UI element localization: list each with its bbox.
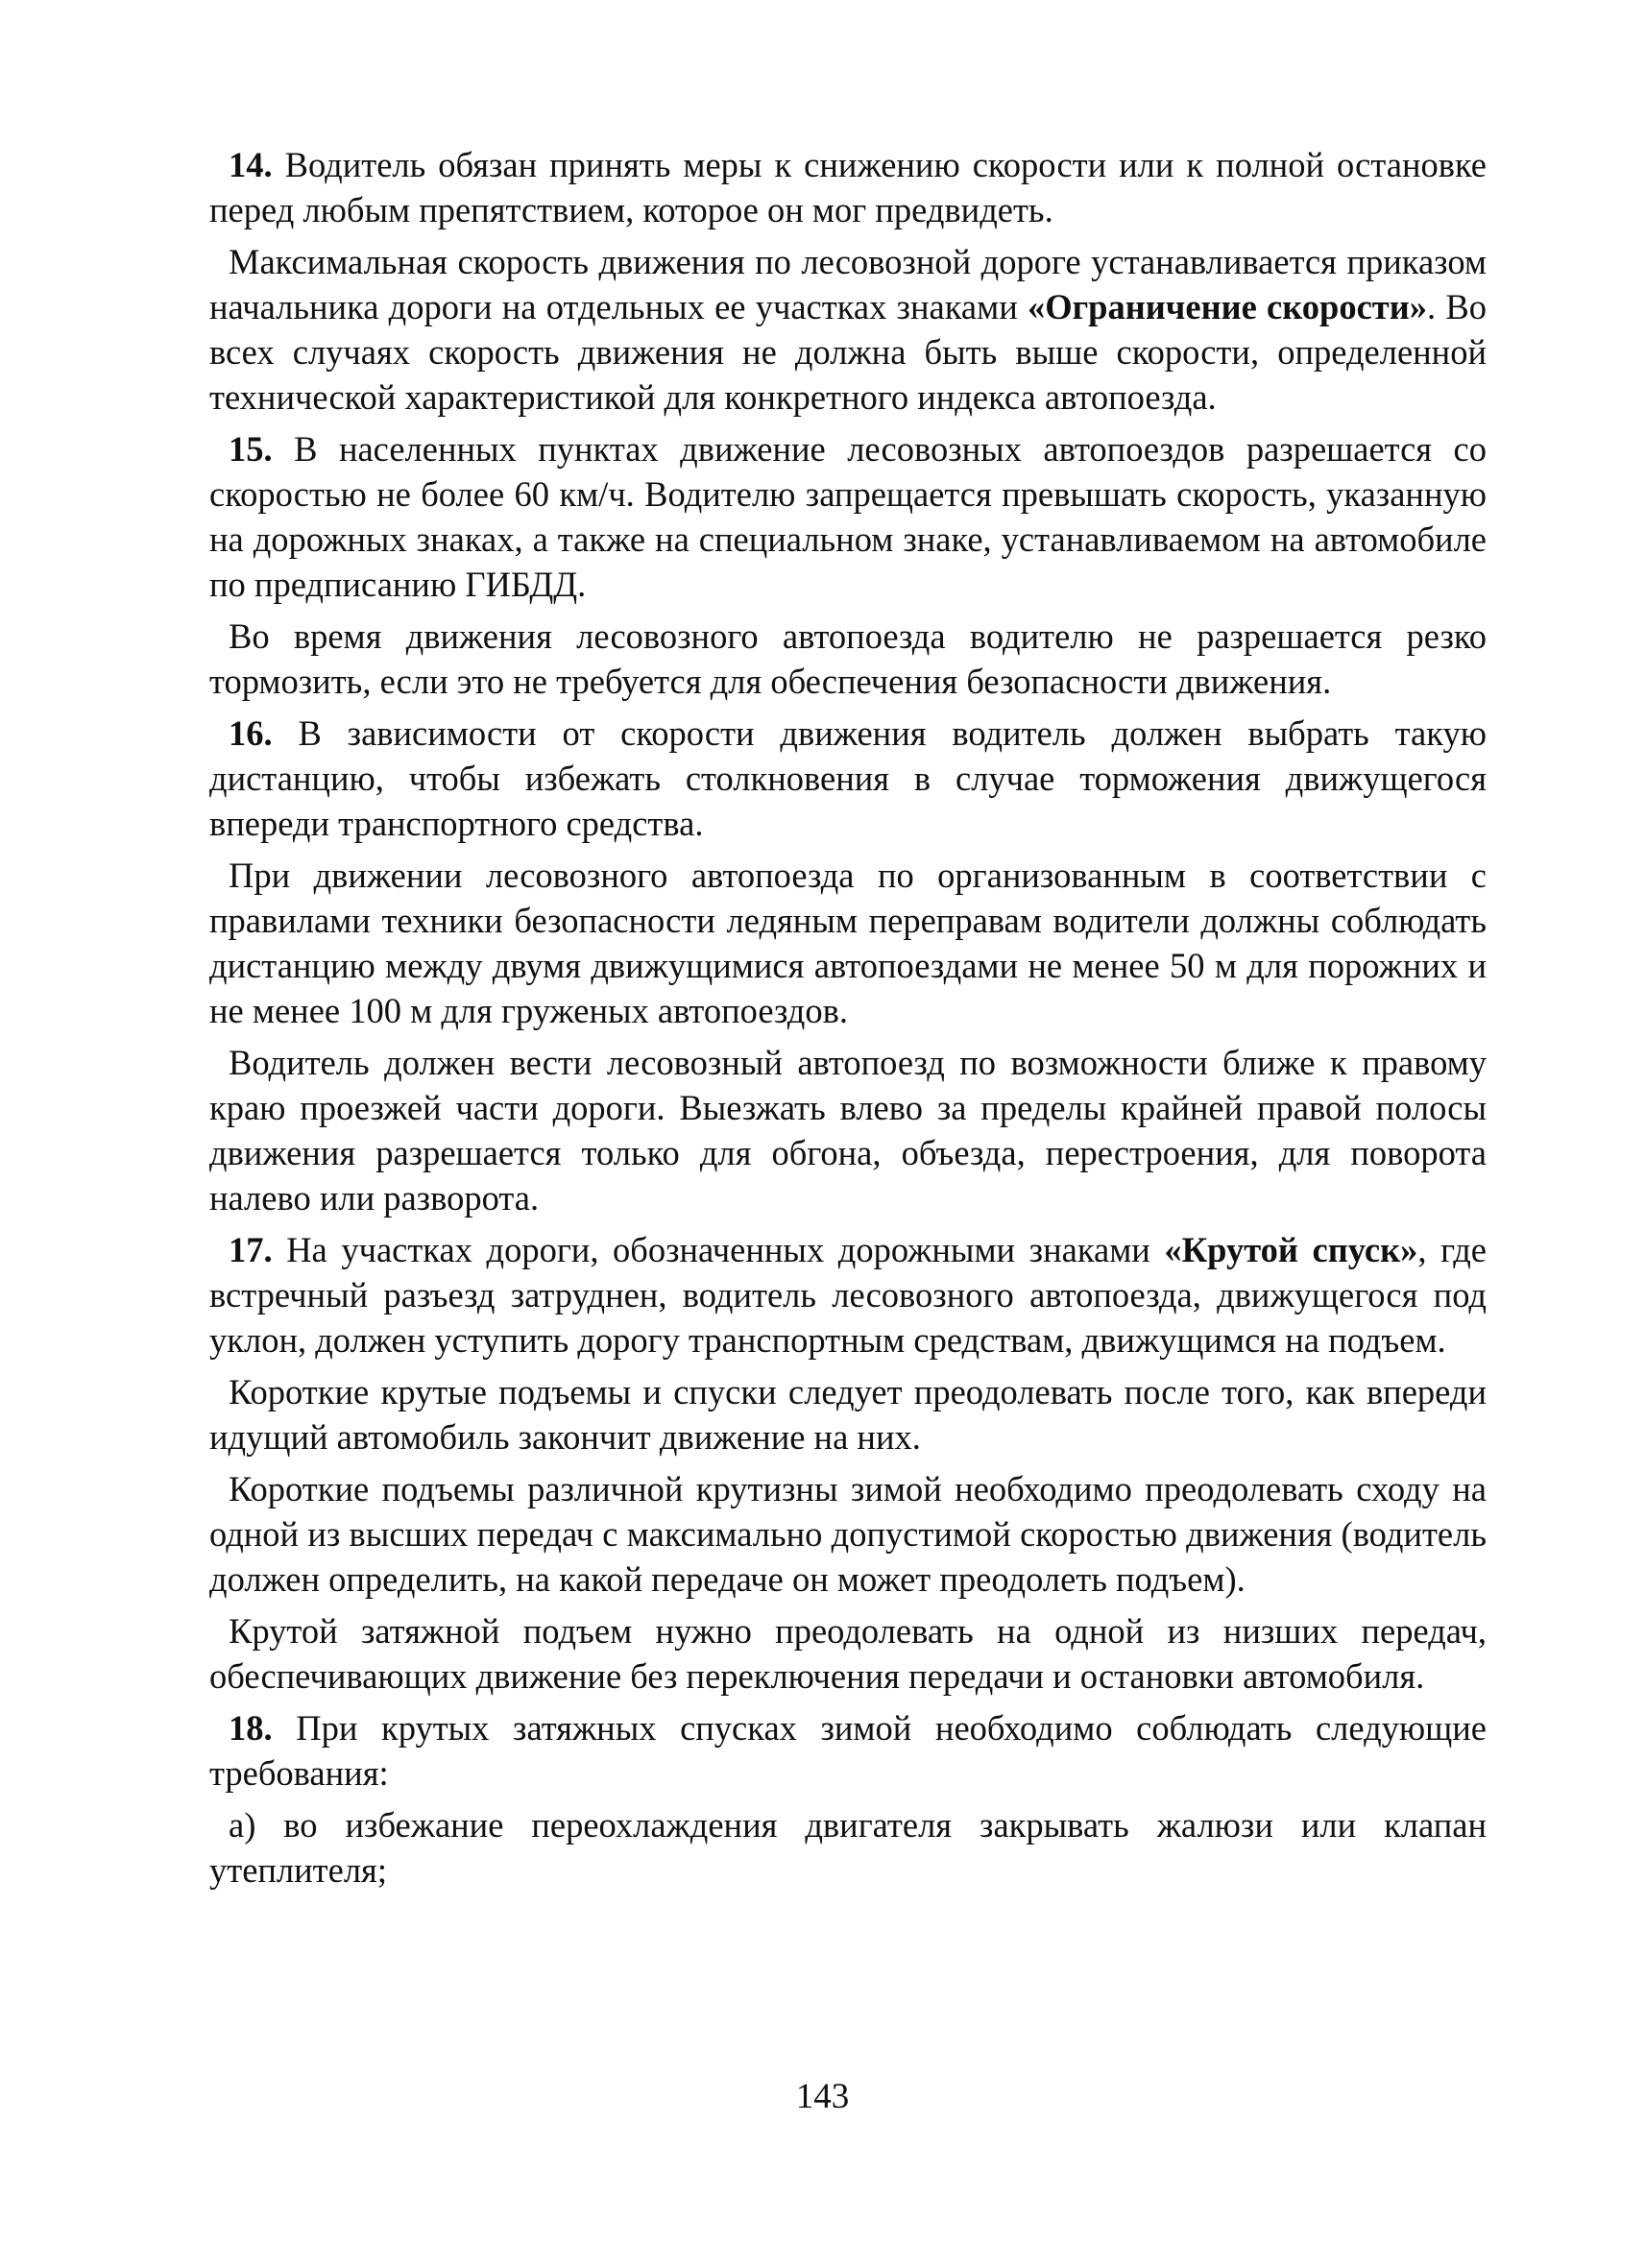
item-number: 18. — [229, 1708, 273, 1748]
paragraph-16 — [209, 711, 1487, 846]
item-number: 15. — [229, 429, 273, 469]
paragraph-text: , где встречный разъезд затруднен, водитель лесовозного автопоезда, движущегося под уклон, должен уступить дорогу транспортным средствам, движущимся на подъем. — [209, 1230, 1487, 1360]
paragraph-long-climb — [209, 1608, 1487, 1699]
paragraph-text: В населенных пунктах движение лесовозных автопоездов разрешается со скоростью не более 60 км/ч. Водителю запрещается превышать скорость, указанную на дорожных знаках, а также на специальном знаке, устанавливаемом на автомобиле по предписанию ГИБДД. — [209, 429, 1487, 604]
paragraph-item-a — [209, 1802, 1487, 1893]
paragraph-text: а) во избежание переохлаждения двигателя закрывать жалюзи или клапан утеплителя; — [209, 1805, 1487, 1890]
paragraph-ice-crossing — [209, 853, 1487, 1033]
paragraph-text: На участках дороги, обозначенных дорожными знаками — [272, 1230, 1165, 1269]
sign-name: «Крутой спуск» — [1164, 1230, 1418, 1269]
sign-name: «Ограничение скорости» — [1027, 287, 1428, 326]
paragraph-text: Короткие крутые подъемы и спуски следует преодолевать после того, как впереди идущий автомобиль закончит движение на них. — [209, 1372, 1487, 1457]
paragraph-text: Короткие подъемы различной крутизны зимой необходимо преодолевать сходу на одной из высших передач с максимально допустимой скоростью движения (водитель должен определить, на какой передаче он может преодолеть подъем). — [209, 1469, 1487, 1599]
paragraph-17 — [209, 1227, 1487, 1363]
paragraph-short-climbs — [209, 1369, 1487, 1460]
paragraph-text: Водитель должен вести лесовозный автопоезд по возможности ближе к правому краю проезжей части дороги. Выезжать влево за пределы крайней правой полосы движения разрешается только для обгона, объезда, перестроения, для поворота налево или разворота. — [209, 1043, 1487, 1218]
paragraph-text: При движении лесовозного автопоезда по организованным в соответствии с правилами техники безопасности ледяным переправам водители должны соблюдать дистанцию между двумя движущимися автопоездами не менее 50 м для порожних и не менее 100 м для груженых автопоездов. — [209, 856, 1487, 1030]
paragraph-text: Крутой затяжной подъем нужно преодолевать на одной из низших передач, обеспечивающих движение без переключения передачи и остановки автомобиля. — [209, 1611, 1487, 1696]
document-page — [209, 142, 1487, 1899]
item-number: 17. — [229, 1230, 273, 1269]
paragraph-text: . Во всех случаях скорость движения не должна быть выше скорости, определенной технической характеристикой для конкретного индекса автопоезда. — [209, 287, 1487, 417]
paragraph-text: Во время движения лесовозного автопоезда водителю не разрешается резко тормозить, если это не требуется для обеспечения безопасности движения. — [209, 616, 1487, 701]
paragraph-winter-climbs — [209, 1466, 1487, 1602]
page-number: 143 — [795, 2077, 850, 2116]
paragraph-18 — [209, 1705, 1487, 1796]
paragraph-lane-position — [209, 1040, 1487, 1220]
paragraph-braking — [209, 614, 1487, 704]
paragraph-speed-limit — [209, 239, 1487, 420]
paragraph-14 — [209, 142, 1487, 232]
paragraph-text: Максимальная скорость движения по лесовозной дороге устанавливается приказом начальника дороги на отдельных ее участках знаками — [209, 242, 1487, 326]
item-number: 14. — [229, 145, 273, 184]
paragraph-text: В зависимости от скорости движения водитель должен выбрать такую дистанцию, чтобы избежать столкновения в случае торможения движущегося впереди транспортного средства. — [209, 713, 1487, 843]
paragraph-15 — [209, 426, 1487, 607]
item-number: 16. — [229, 713, 273, 753]
paragraph-text: При крутых затяжных спусках зимой необходимо соблюдать следующие требования: — [209, 1708, 1487, 1793]
paragraph-text: Водитель обязан принять меры к снижению скорости или к полной остановке перед любым препятствием, которое он мог предвидеть. — [209, 145, 1487, 229]
